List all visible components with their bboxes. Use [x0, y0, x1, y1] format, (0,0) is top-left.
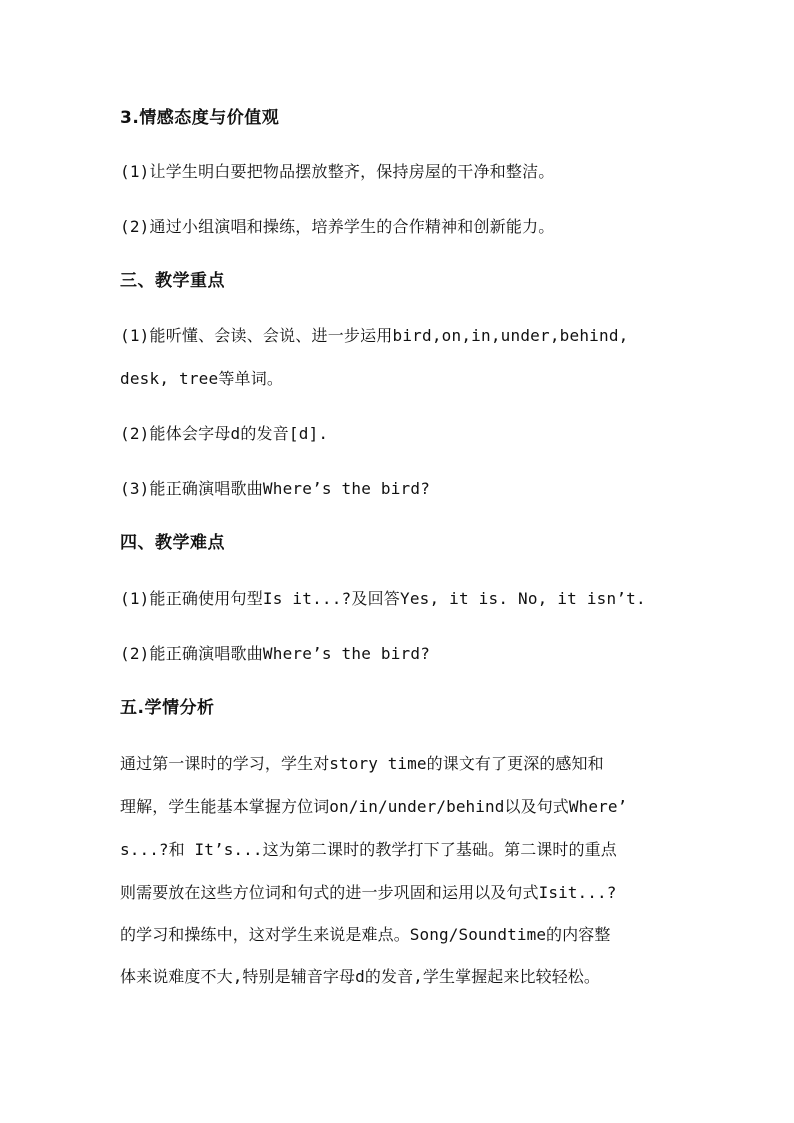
section-heading-key-points: 三、教学重点 [120, 271, 225, 291]
section-heading-analysis: 五.学情分析 [120, 698, 215, 718]
key-point-2: (2)能体会字母d的发音[d]. [120, 424, 329, 443]
attitude-item-1: (1)让学生明白要把物品摆放整齐，保持房屋的干净和整洁。 [120, 162, 555, 181]
attitude-item-2: (2)通过小组演唱和操练，培养学生的合作精神和创新能力。 [120, 217, 555, 236]
analysis-line-1: 通过第一课时的学习，学生对story time的课文有了更深的感知和 [120, 754, 604, 773]
analysis-line-3: s...?和 It’s...这为第二课时的教学打下了基础。第二课时的重点 [120, 840, 617, 859]
difficulty-1: (1)能正确使用句型Is it...?及回答Yes, it is. No, it isn’t. [120, 589, 646, 608]
analysis-line-5: 的学习和操练中，这对学生来说是难点。Song/Soundtime的内容整 [120, 925, 611, 944]
analysis-line-6: 体来说难度不大,特别是辅音字母d的发音,学生掌握起来比较轻松。 [120, 967, 600, 986]
key-point-1-line-2: desk, tree等单词。 [120, 369, 284, 388]
difficulty-2: (2)能正确演唱歌曲Where’s the bird? [120, 644, 431, 663]
key-point-3: (3)能正确演唱歌曲Where’s the bird? [120, 479, 431, 498]
analysis-line-2: 理解，学生能基本掌握方位词on/in/under/behind以及句式Where’ [120, 797, 628, 816]
section-heading-difficulties: 四、教学难点 [120, 533, 225, 553]
key-point-1-line-1: (1)能听懂、会读、会说、进一步运用bird,on,in,under,behind, [120, 326, 629, 345]
section-heading-attitudes: 3.情感态度与价值观 [120, 108, 280, 128]
analysis-line-4: 则需要放在这些方位词和句式的进一步巩固和运用以及句式Isit...? [120, 883, 617, 902]
